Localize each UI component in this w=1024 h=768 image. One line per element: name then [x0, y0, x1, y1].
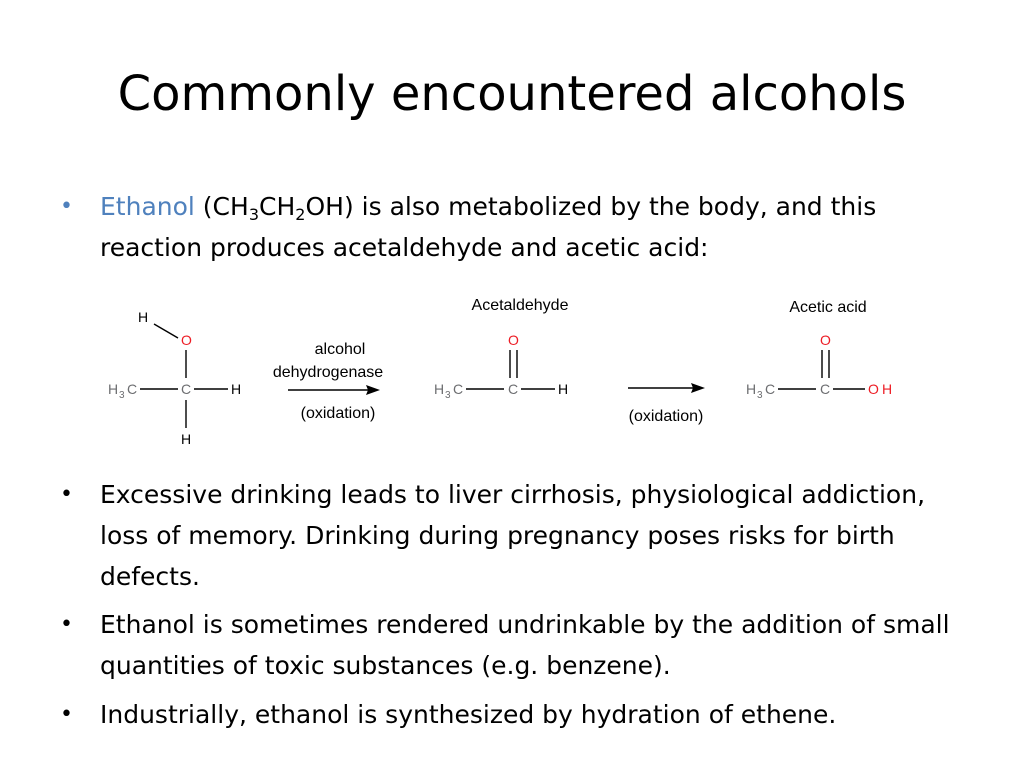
- ethanol-h-bottom: H: [181, 431, 192, 447]
- slide-title: Commonly encountered alcohols: [117, 66, 907, 122]
- bullet-marker: •: [60, 482, 73, 507]
- acetaldehyde-label: Acetaldehyde: [471, 297, 569, 314]
- reaction-arrow-1: [273, 341, 383, 422]
- acetic-acid-ch3-h: H: [746, 381, 757, 397]
- bullet-marker: •: [60, 702, 73, 727]
- formula-open: (CH: [194, 192, 249, 221]
- enzyme-label-line2: dehydrogenase: [272, 364, 384, 381]
- acetaldehyde-ch3-h: H: [434, 381, 445, 397]
- bullet-ethanol-metabolism: [60, 186, 980, 268]
- acetic-acid-label: Acetic acid: [789, 299, 867, 316]
- bullet-industrial-synthesis: [60, 694, 980, 735]
- formula-subscript-2: 2: [295, 205, 306, 224]
- bullet-undrinkable: [60, 604, 980, 686]
- acetic-acid-o: O: [820, 332, 831, 348]
- ethanol-ch3-sub: 3: [119, 390, 125, 401]
- bullet-marker: •: [60, 194, 73, 219]
- bullet-marker: •: [60, 612, 73, 637]
- ethanol-ch3-c: C: [127, 381, 138, 397]
- acetic-acid-ch3-c: C: [765, 381, 776, 397]
- ethanol-h-right: H: [231, 381, 242, 397]
- arrow-head-2: [691, 383, 705, 393]
- bullet-text: Industrially, ethanol is synthesized by hydration of ethene.: [100, 700, 837, 729]
- ethanol-ch3-h: H: [108, 381, 119, 397]
- acetaldehyde-ch3-c: C: [453, 381, 464, 397]
- arrow-head-1: [366, 385, 380, 395]
- acetic-acid-o-right: O: [868, 381, 879, 397]
- acetaldehyde-ch3-sub: 3: [445, 390, 451, 401]
- ethanol-oxidation-reaction-diagram: [100, 290, 900, 450]
- acetaldehyde-structure: [434, 297, 569, 401]
- acetic-acid-c: C: [820, 381, 831, 397]
- formula-subscript-3: 3: [248, 205, 260, 224]
- reaction-arrow-2: [628, 383, 705, 425]
- bullet-text: OH) is also metabolized by the body, and this reaction produces acetaldehyde and acetic acid:: [100, 192, 877, 262]
- ethanol-structure: [108, 309, 241, 447]
- bullet-text: Ethanol is sometimes rendered undrinkable by the addition of small quantities of toxic substances (e.g. benzene).: [100, 610, 950, 680]
- ethanol-link[interactable]: Ethanol: [100, 192, 195, 221]
- acetaldehyde-o: O: [508, 332, 519, 348]
- acetaldehyde-c: C: [508, 381, 519, 397]
- acetic-acid-h-right: H: [882, 381, 893, 397]
- acetic-acid-ch3-sub: 3: [757, 390, 763, 401]
- formula-mid: CH: [259, 192, 296, 221]
- bullet-excessive-drinking: [60, 474, 980, 597]
- ethanol-h-top: H: [138, 309, 149, 325]
- oxidation-label-1: (oxidation): [300, 405, 376, 422]
- acetic-acid-structure: [746, 299, 892, 401]
- bond-h-o: [154, 324, 178, 338]
- ethanol-c: C: [181, 381, 192, 397]
- bullet-text: Excessive drinking leads to liver cirrhosis, physiological addiction, loss of memory. Drinking during pregnancy poses risks for birth defects.: [100, 480, 926, 591]
- acetaldehyde-h-right: H: [558, 381, 569, 397]
- ethanol-o: O: [181, 332, 192, 348]
- enzyme-label-line1: alcohol: [314, 341, 366, 358]
- oxidation-label-2: (oxidation): [628, 408, 704, 425]
